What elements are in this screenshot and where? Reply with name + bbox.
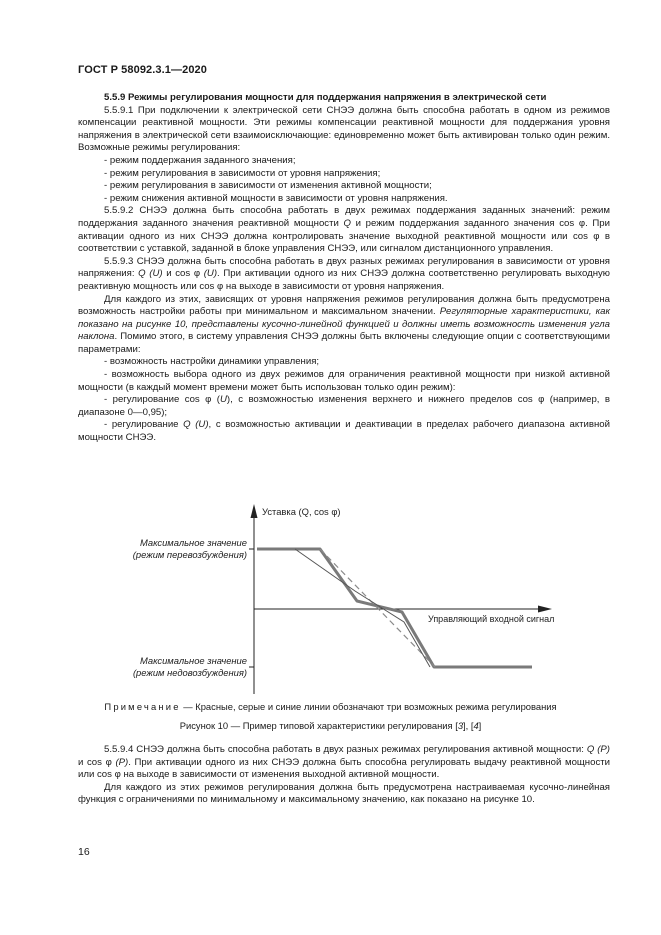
list-item: - режим поддержания заданного значения; — [78, 155, 610, 168]
characteristic-curve-mode-2 — [320, 549, 435, 667]
list-item: - режим снижения активной мощности в зависимости от уровня напряжения. — [78, 193, 610, 206]
figure-note — [0, 701, 661, 712]
max-overexcitation-label: (режим перевозбуждения) — [132, 549, 247, 560]
list-item: - возможность настройки динамики управления; — [78, 356, 610, 369]
characteristic-curve-mode-1 — [257, 549, 532, 667]
list-item: - режим регулирования в зависимости от уровня напряжения; — [78, 168, 610, 181]
max-underexcitation-label: Максимальное значение — [139, 655, 247, 666]
section-title: 5.5.9 Режимы регулирования мощности для поддержания напряжения в электрической сети — [104, 92, 547, 103]
page-number: 16 — [78, 846, 90, 858]
paragraph-piecewise-function: Для каждого из этих режимов регулирования должна быть предусмотрена настраиваемая кусочно-линейная функция с ограничениями по минимальному и максимальному значению, как показано на рисунке 10. — [78, 781, 610, 806]
document-header: ГОСТ Р 58092.3.1—2020 — [78, 64, 207, 76]
note-label: Примечание — [104, 701, 181, 712]
y-axis-arrow-icon — [251, 504, 258, 518]
y-axis-label: Уставка (Q, cos φ) — [262, 506, 341, 517]
paragraph-5-5-9-4: 5.5.9.4 СНЭЭ должна быть способна работать в двух разных режимах регулирования активной мощности: Q (P) и cos φ (P). При активации одного из них СНЭЭ должна быть способна регулировать выдачу реактивной мощности или cos φ на выходе в зависимости от изменения выходной активной мощности. — [78, 744, 611, 781]
paragraph-5-5-9-3: 5.5.9.3 СНЭЭ должна быть способна работать в двух разных режимах регулирования в зависимости от уровня напряжения: Q (U) и cos φ (U). При активации одного из них СНЭЭ должна соответственно регулировать выходную реактивную мощность или cos φ на выходе в зависимости от уровня напряжения. — [78, 255, 610, 292]
body-text-lower — [78, 744, 610, 807]
note-text: — Красные, серые и синие линии обозначают три возможных режима регулирования — [180, 701, 557, 712]
max-underexcitation-label: (режим недовозбуждения) — [132, 667, 247, 678]
x-axis-label: Управляющий входной сигнал — [428, 614, 555, 624]
sub-list-item: - регулирование cos φ (U), с возможностью изменения верхнего и нижнего пределов cos φ (например, в диапазоне 0—0,95); — [78, 394, 610, 419]
characteristic-curve-mode-3 — [295, 549, 430, 667]
list-item: - режим регулирования в зависимости от изменения активной мощности; — [78, 180, 610, 193]
paragraph-5-5-9-1: 5.5.9.1 При подключении к электрической сети СНЭЭ должна быть способна работать в одном из режимов компенсации реактивной мощности. Эти режимы компенсации реактивной мощности для поддержания уровня напряжения в электрической сети взаимоисключающие: единовременно может быть активирован только один режим. Возможные режимы регулирования: — [78, 104, 610, 154]
list-item: - возможность выбора одного из двух режимов для ограничения реактивной мощности при низкой активной мощности (в каждый момент времени может быть использован только один режим): — [78, 369, 610, 394]
figure-caption: Рисунок 10 — Пример типовой характеристики регулирования [3], [4] — [179, 720, 482, 731]
max-overexcitation-label: Максимальное значение — [139, 537, 247, 548]
paragraph-5-5-9-2: 5.5.9.2 СНЭЭ должна быть способна работать в двух режимах поддержания заданных значений: режим поддержания заданного значения реактивной мощности Q и режим поддержания заданного значения cos φ. При активации одного из них СНЭЭ должна контролировать значение выходной реактивной мощности или cos φ в соответствии с уставкой, заданной в блоке управления СНЭЭ, или сигналом дистанционного управления. — [78, 205, 610, 255]
x-axis-arrow-icon — [538, 606, 552, 613]
paragraph-regulation-options: Для каждого из этих, зависящих от уровня напряжения режимов регулирования должна быть предусмотрена возможность настройки работы при минимальном и максимальном значении. Регуляторные характеристики, как показано на рисунке 10, представлены кусочно-линейной функцией и должны иметь возможность изменения угла наклона. Помимо этого, в систему управления СНЭЭ должны быть включены следующие опции с соответствующими параметрами: — [78, 293, 610, 355]
sub-list-item: - регулирование Q (U), с возможностью активации и деактивации в пределах рабочего диапазона активной мощности СНЭЭ. — [78, 419, 610, 444]
